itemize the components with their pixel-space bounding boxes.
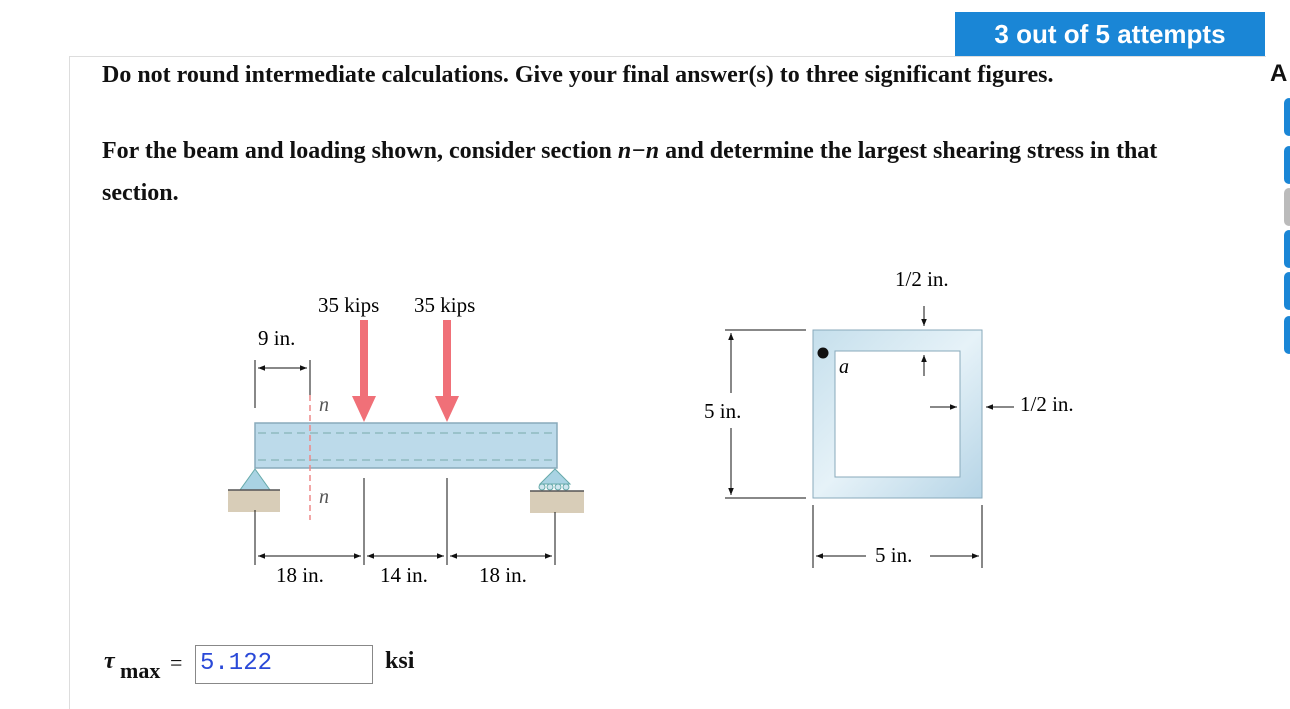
dim-14in: 14 in.	[380, 563, 428, 587]
instruction-text: Do not round intermediate calculations. Give your final answer(s) to three significant figures.	[102, 62, 1054, 88]
tau-symbol: τ	[104, 648, 115, 674]
tau-subscript: max	[120, 658, 161, 683]
load-label-2: 35 kips	[414, 293, 476, 317]
point-a	[818, 348, 829, 359]
attempts-badge: 3 out of 5 attempts	[955, 12, 1265, 56]
unit-label: ksi	[385, 648, 415, 674]
wall-side-label: 1/2 in.	[1020, 392, 1074, 416]
section-label-top: n	[319, 394, 329, 416]
load-arrow-2	[435, 320, 459, 422]
roller-support	[530, 469, 584, 513]
beam	[255, 423, 557, 468]
wall-top-label: 1/2 in.	[895, 267, 949, 291]
section-label-bottom: n	[319, 486, 329, 508]
edge-letter: A	[1270, 60, 1288, 87]
width-label: 5 in.	[875, 543, 913, 567]
load-label-1: 35 kips	[318, 293, 380, 317]
question-text: For the beam and loading shown, consider section n−n and determine the largest shearing stress in that section.	[102, 138, 1158, 206]
dim-9in: 9 in.	[258, 326, 296, 350]
pin-support	[228, 469, 280, 512]
answer-input[interactable]: 5.122	[195, 645, 373, 684]
dim-18in-right: 18 in.	[479, 563, 527, 587]
equals-sign: =	[170, 650, 183, 675]
load-arrow-1	[352, 320, 376, 422]
point-a-label: a	[839, 356, 849, 378]
height-label: 5 in.	[704, 399, 742, 423]
dim-18in-left: 18 in.	[276, 563, 324, 587]
